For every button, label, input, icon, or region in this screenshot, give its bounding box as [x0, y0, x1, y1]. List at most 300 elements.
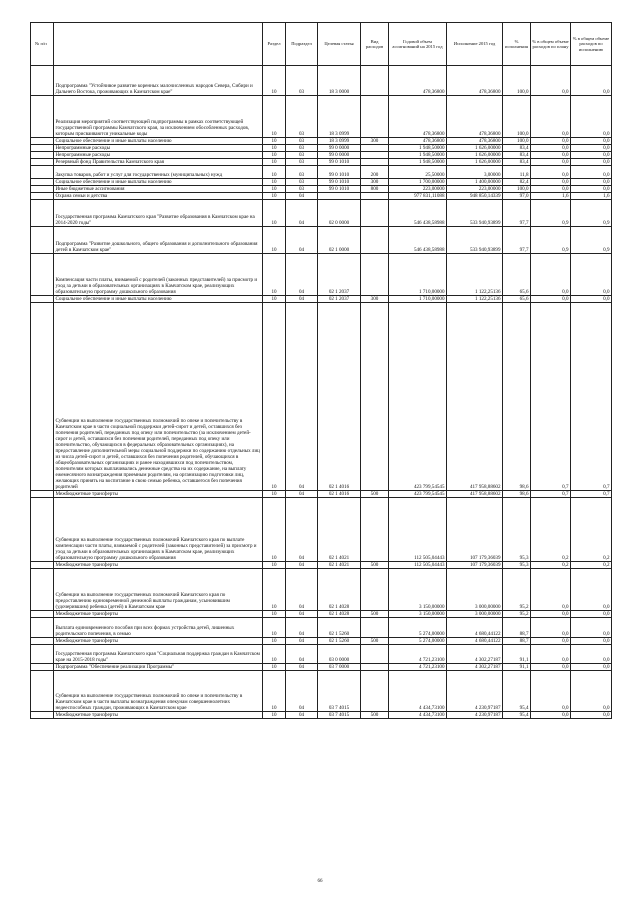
row-fact-cell: 417 958,88602: [447, 491, 503, 498]
table-row: [31, 159, 612, 166]
row-share-fact-cell: 0,0: [571, 664, 612, 671]
row-pct-cell: 97,7: [503, 227, 531, 254]
row-podrazdel-cell: 03: [286, 179, 318, 186]
row-pct-cell: 97,7: [503, 200, 531, 227]
row-razdel-cell: 10: [263, 296, 286, 303]
row-vr-cell: [361, 66, 389, 96]
header-vr: Вид расходов: [361, 23, 389, 66]
row-share-fact-cell: 0,0: [571, 138, 612, 145]
row-num-cell: [31, 645, 54, 664]
row-csr-cell: 02 1 4028: [318, 611, 361, 618]
row-csr-cell: 02 1 4028: [318, 569, 361, 611]
row-num-cell: [31, 671, 54, 712]
row-share-plan-cell: 0,0: [531, 186, 571, 193]
row-share-fact-cell: 0,0: [571, 145, 612, 152]
row-share-fact-cell: 0,0: [571, 166, 612, 179]
page-number: 66: [317, 879, 323, 884]
header-name: [54, 23, 263, 66]
row-share-fact-cell: 1,6: [571, 193, 612, 200]
table-row: [31, 611, 612, 618]
row-name-cell: Непрограммные расходы: [54, 145, 263, 152]
row-fact-cell: 107 179,36039: [447, 562, 503, 569]
row-razdel-cell: 10: [263, 569, 286, 611]
row-name-cell: Социальное обеспечение и иные выплаты населению: [54, 138, 263, 145]
header-pct: % исполнения: [503, 23, 531, 66]
row-name-cell: Непрограммные расходы: [54, 152, 263, 159]
row-share-plan-cell: 0,0: [531, 96, 571, 138]
row-fact-cell: 948 850,14339: [447, 193, 503, 200]
row-name-cell: Иные бюджетные ассигнования: [54, 186, 263, 193]
row-num-cell: [31, 193, 54, 200]
row-num-cell: [31, 227, 54, 254]
row-csr-cell: 99 0 1010: [318, 179, 361, 186]
row-num-cell: [31, 618, 54, 638]
row-csr-cell: 18 3 0000: [318, 66, 361, 96]
table-row: [31, 145, 612, 152]
table-row: [31, 296, 612, 303]
header-csr: Целевая статья: [318, 23, 361, 66]
budget-table: [30, 22, 612, 719]
row-pct-cell: 83,4: [503, 152, 531, 159]
row-name-cell: Социальное обеспечение и иные выплаты населению: [54, 179, 263, 186]
row-pct-cell: 65,6: [503, 254, 531, 296]
row-csr-cell: 02 1 0000: [318, 227, 361, 254]
row-name-cell: Межбюджетные трансферты: [54, 611, 263, 618]
row-podrazdel-cell: 04: [286, 562, 318, 569]
row-num-cell: [31, 200, 54, 227]
row-fact-cell: 478,36800: [447, 66, 503, 96]
table-row: [31, 186, 612, 193]
row-fact-cell: 4 680,44122: [447, 638, 503, 645]
row-name-cell: Закупка товаров, работ и услуг для государственных (муниципальных) нужд: [54, 166, 263, 179]
table-row: [31, 562, 612, 569]
table-header-row: [31, 23, 612, 66]
row-pct-cell: 91,1: [503, 664, 531, 671]
row-vr-cell: [361, 200, 389, 227]
row-pct-cell: 95,3: [503, 498, 531, 562]
row-vr-cell: 500: [361, 562, 389, 569]
row-pct-cell: 100,0: [503, 186, 531, 193]
row-share-fact-cell: 0,0: [571, 159, 612, 166]
header-fact: Исполнение 2015 год: [447, 23, 503, 66]
row-razdel-cell: 10: [263, 562, 286, 569]
row-num-cell: [31, 138, 54, 145]
row-plan-cell: 3 150,00000: [389, 569, 447, 611]
row-pct-cell: 100,0: [503, 96, 531, 138]
row-razdel-cell: 10: [263, 638, 286, 645]
row-vr-cell: [361, 145, 389, 152]
row-name-cell: Выплата единовременного пособия при всех формах устройства детей, лишенных родительского попечения, в семью: [54, 618, 263, 638]
row-plan-cell: 1 710,00000: [389, 254, 447, 296]
row-share-plan-cell: 0,0: [531, 712, 571, 719]
row-share-fact-cell: 0,0: [571, 152, 612, 159]
row-share-fact-cell: 0,0: [571, 179, 612, 186]
table-row: [31, 200, 612, 227]
table-row: [31, 166, 612, 179]
row-num-cell: [31, 186, 54, 193]
row-csr-cell: 02 1 4016: [318, 303, 361, 491]
row-pct-cell: 95,4: [503, 712, 531, 719]
row-razdel-cell: 10: [263, 618, 286, 638]
row-share-plan-cell: 0,0: [531, 671, 571, 712]
table-row: [31, 491, 612, 498]
row-razdel-cell: 10: [263, 159, 286, 166]
row-vr-cell: [361, 618, 389, 638]
row-plan-cell: 423 799,54545: [389, 491, 447, 498]
row-share-fact-cell: 0,0: [571, 296, 612, 303]
table-row: [31, 712, 612, 719]
row-pct-cell: 98,6: [503, 491, 531, 498]
row-share-fact-cell: 0,7: [571, 491, 612, 498]
row-podrazdel-cell: 04: [286, 303, 318, 491]
table-body: [31, 66, 612, 719]
row-fact-cell: 4 302,27187: [447, 664, 503, 671]
row-fact-cell: 1 122,25136: [447, 296, 503, 303]
row-share-plan-cell: 0,0: [531, 296, 571, 303]
row-share-plan-cell: 0,0: [531, 159, 571, 166]
row-csr-cell: 02 1 2037: [318, 296, 361, 303]
header-plan: Годовой объем ассигнований на 2015 год: [389, 23, 447, 66]
row-vr-cell: [361, 96, 389, 138]
table-row: [31, 254, 612, 296]
row-name-cell: Реализация мероприятий соответствующей подпрограммы в рамках соответствующей государственной программы Камчатского края, за исключением обособленных расходов, которым присваиваются уникальные коды: [54, 96, 263, 138]
row-vr-cell: [361, 193, 389, 200]
row-name-cell: Субвенции на выполнение государственных полномочий по опеке и попечительству в Камчатском крае в части выплаты вознаграждения опекунам совершеннолетних недееспособных граждан, проживающих в Камчатском крае: [54, 671, 263, 712]
row-csr-cell: 03 7 4015: [318, 671, 361, 712]
table-row: [31, 618, 612, 638]
row-share-plan-cell: 0,0: [531, 145, 571, 152]
row-podrazdel-cell: 03: [286, 166, 318, 179]
row-name-cell: Межбюджетные трансферты: [54, 712, 263, 719]
row-name-cell: Субвенции на выполнение государственных полномочий Камчатского края по предоставлению единовременной денежной выплаты гражданам, усыновившим (удочерившим) ребенка (детей) в Камчатском крае: [54, 569, 263, 611]
row-razdel-cell: 10: [263, 186, 286, 193]
row-plan-cell: 4 434,73100: [389, 671, 447, 712]
row-podrazdel-cell: 04: [286, 638, 318, 645]
header-razdel: Раздел: [263, 23, 286, 66]
table-row: [31, 179, 612, 186]
row-pct-cell: 98,6: [503, 303, 531, 491]
table-row: [31, 303, 612, 491]
row-csr-cell: 18 3 0999: [318, 138, 361, 145]
row-vr-cell: 300: [361, 138, 389, 145]
row-razdel-cell: 10: [263, 66, 286, 96]
row-vr-cell: 500: [361, 712, 389, 719]
row-pct-cell: 88,7: [503, 638, 531, 645]
row-razdel-cell: 10: [263, 166, 286, 179]
row-share-plan-cell: 0,2: [531, 498, 571, 562]
row-vr-cell: [361, 645, 389, 664]
row-razdel-cell: 10: [263, 664, 286, 671]
table-row: [31, 227, 612, 254]
row-name-cell: Социальное обеспечение и иные выплаты населению: [54, 296, 263, 303]
row-share-plan-cell: 0,7: [531, 303, 571, 491]
row-share-fact-cell: 0,7: [571, 303, 612, 491]
row-pct-cell: 95,3: [503, 562, 531, 569]
row-podrazdel-cell: 03: [286, 138, 318, 145]
row-num-cell: [31, 712, 54, 719]
row-num-cell: [31, 179, 54, 186]
row-share-plan-cell: 0,0: [531, 138, 571, 145]
row-num-cell: [31, 159, 54, 166]
row-plan-cell: 4 721,23100: [389, 645, 447, 664]
row-csr-cell: 99 0 1010: [318, 186, 361, 193]
row-share-fact-cell: 0,0: [571, 671, 612, 712]
row-fact-cell: 533 940,93899: [447, 227, 503, 254]
row-share-plan-cell: 0,0: [531, 638, 571, 645]
row-csr-cell: 03 0 0000: [318, 645, 361, 664]
row-num-cell: [31, 254, 54, 296]
row-podrazdel-cell: 04: [286, 671, 318, 712]
row-num-cell: [31, 664, 54, 671]
row-pct-cell: 91,1: [503, 645, 531, 664]
row-podrazdel-cell: 03: [286, 145, 318, 152]
row-plan-cell: 223,00000: [389, 186, 447, 193]
row-fact-cell: 1 626,00000: [447, 159, 503, 166]
row-share-plan-cell: 1,6: [531, 193, 571, 200]
table-row: [31, 138, 612, 145]
row-share-fact-cell: 0,2: [571, 498, 612, 562]
row-vr-cell: [361, 671, 389, 712]
row-razdel-cell: 10: [263, 193, 286, 200]
row-csr-cell: 02 1 2037: [318, 254, 361, 296]
row-podrazdel-cell: 03: [286, 186, 318, 193]
row-fact-cell: 478,36800: [447, 96, 503, 138]
row-vr-cell: [361, 569, 389, 611]
row-share-plan-cell: 0,0: [531, 179, 571, 186]
row-razdel-cell: 10: [263, 145, 286, 152]
row-csr-cell: 02 0 0000: [318, 200, 361, 227]
row-num-cell: [31, 498, 54, 562]
row-share-fact-cell: 0,0: [571, 712, 612, 719]
row-fact-cell: 1 400,00000: [447, 179, 503, 186]
row-pct-cell: 100,0: [503, 138, 531, 145]
row-vr-cell: [361, 152, 389, 159]
row-plan-cell: 5 274,00000: [389, 618, 447, 638]
row-plan-cell: 25,50000: [389, 166, 447, 179]
row-share-plan-cell: 0,0: [531, 166, 571, 179]
row-fact-cell: 1 626,00000: [447, 152, 503, 159]
row-razdel-cell: 10: [263, 152, 286, 159]
row-pct-cell: 88,7: [503, 618, 531, 638]
row-num-cell: [31, 296, 54, 303]
row-name-cell: Субвенции на выполнение государственных полномочий по опеке и попечительству в Камчатском крае в части социальной поддержки детей-сирот и детей, оставшихся без попечения родителей, переданных под опеку или попечительство (за исключением детей-сирот и детей, оставшихся без попечения родителей, переданных под опеку или попечительство, обучающихся в федеральных образовательных организациях), на предоставление дополнительной меры социальной поддержки по содержанию отдельных лиц из числа детей-сирот и детей, оставшихся без попечения родителей, обучающихся в общеобразовательных организациях и ранее находившихся под попечительством, попечителям которых выплачивались денежные средства на их содержание, на выплату ежемесячного вознаграждения приемным родителям, на организацию подготовки лиц, желающих принять на воспитание в свою семью ребенка, оставшегося без попечения родителей: [54, 303, 263, 491]
header-podrazdel: Подраздел: [286, 23, 318, 66]
row-pct-cell: 95,4: [503, 671, 531, 712]
row-vr-cell: 800: [361, 186, 389, 193]
row-share-fact-cell: 0,0: [571, 611, 612, 618]
row-csr-cell: [318, 193, 361, 200]
row-share-fact-cell: 0,9: [571, 200, 612, 227]
row-share-fact-cell: 0,9: [571, 227, 612, 254]
row-share-fact-cell: 0,0: [571, 186, 612, 193]
row-share-plan-cell: 0,7: [531, 491, 571, 498]
row-share-fact-cell: 0,0: [571, 569, 612, 611]
row-share-plan-cell: 0,9: [531, 200, 571, 227]
table-row: [31, 96, 612, 138]
row-share-plan-cell: 0,0: [531, 152, 571, 159]
table-row: [31, 569, 612, 611]
row-fact-cell: 3 000,00000: [447, 569, 503, 611]
row-pct-cell: 65,6: [503, 296, 531, 303]
row-name-cell: Резервный фонд Правительства Камчатского края: [54, 159, 263, 166]
row-plan-cell: 1 710,00000: [389, 296, 447, 303]
row-plan-cell: 1 948,50000: [389, 145, 447, 152]
row-csr-cell: 18 3 0999: [318, 96, 361, 138]
row-podrazdel-cell: 04: [286, 193, 318, 200]
row-pct-cell: 97,0: [503, 193, 531, 200]
row-razdel-cell: 10: [263, 138, 286, 145]
row-razdel-cell: 10: [263, 303, 286, 491]
row-share-plan-cell: 0,0: [531, 254, 571, 296]
row-csr-cell: 02 1 5260: [318, 618, 361, 638]
row-pct-cell: 11,8: [503, 166, 531, 179]
row-fact-cell: 1 626,00000: [447, 145, 503, 152]
row-pct-cell: 95,2: [503, 569, 531, 611]
row-name-cell: Подпрограмма "Устойчивое развитие коренных малочисленных народов Севера, Сибири и Дальнего Востока, проживающих в Камчатском крае": [54, 66, 263, 96]
row-plan-cell: 5 274,00000: [389, 638, 447, 645]
row-podrazdel-cell: 03: [286, 96, 318, 138]
row-razdel-cell: 10: [263, 611, 286, 618]
row-plan-cell: 4 434,73100: [389, 712, 447, 719]
row-plan-cell: 546 438,58988: [389, 200, 447, 227]
row-plan-cell: 1 700,00000: [389, 179, 447, 186]
row-plan-cell: 3 150,00000: [389, 611, 447, 618]
row-share-fact-cell: 0,0: [571, 645, 612, 664]
row-num-cell: [31, 145, 54, 152]
row-podrazdel-cell: 03: [286, 152, 318, 159]
row-csr-cell: 99 0 0000: [318, 145, 361, 152]
row-podrazdel-cell: 03: [286, 66, 318, 96]
row-share-fact-cell: 0,0: [571, 638, 612, 645]
row-num-cell: [31, 96, 54, 138]
row-razdel-cell: 10: [263, 491, 286, 498]
row-podrazdel-cell: 04: [286, 296, 318, 303]
table-row: [31, 66, 612, 96]
row-podrazdel-cell: 04: [286, 664, 318, 671]
row-plan-cell: 977 831,11088: [389, 193, 447, 200]
row-pct-cell: 100,0: [503, 66, 531, 96]
row-razdel-cell: 10: [263, 96, 286, 138]
row-plan-cell: 423 799,54545: [389, 303, 447, 491]
row-vr-cell: 500: [361, 638, 389, 645]
row-name-cell: Субвенции на выполнение государственных полномочий Камчатского края по выплате компенсации части платы, взимаемой с родителей (законных представителей) за присмотр и уход за детьми в образовательных организациях в Камчатском крае, реализующих образовательную программу дошкольного образования: [54, 498, 263, 562]
row-share-plan-cell: 0,0: [531, 611, 571, 618]
row-podrazdel-cell: 04: [286, 200, 318, 227]
row-vr-cell: 300: [361, 296, 389, 303]
row-share-fact-cell: 0,0: [571, 618, 612, 638]
row-num-cell: [31, 152, 54, 159]
row-share-fact-cell: 0,0: [571, 254, 612, 296]
row-csr-cell: 99 0 1010: [318, 159, 361, 166]
row-razdel-cell: 10: [263, 254, 286, 296]
row-plan-cell: 478,36800: [389, 138, 447, 145]
row-share-plan-cell: 0,2: [531, 562, 571, 569]
row-share-plan-cell: 0,0: [531, 645, 571, 664]
row-razdel-cell: 10: [263, 645, 286, 664]
row-fact-cell: 223,00000: [447, 186, 503, 193]
row-num-cell: [31, 303, 54, 491]
table-row: [31, 152, 612, 159]
row-podrazdel-cell: 04: [286, 611, 318, 618]
row-vr-cell: 200: [361, 166, 389, 179]
row-name-cell: Подпрограмма "Обеспечение реализации Программы": [54, 664, 263, 671]
row-vr-cell: [361, 254, 389, 296]
table-row: [31, 498, 612, 562]
table-row: [31, 638, 612, 645]
row-fact-cell: 4 680,44122: [447, 618, 503, 638]
row-share-plan-cell: 0,0: [531, 66, 571, 96]
row-razdel-cell: 10: [263, 200, 286, 227]
row-name-cell: Государственная программа Камчатского края "Развитие образования в Камчатском крае на 2014-2020 годы": [54, 200, 263, 227]
row-plan-cell: 4 721,23100: [389, 664, 447, 671]
row-vr-cell: 300: [361, 179, 389, 186]
row-vr-cell: [361, 159, 389, 166]
row-share-fact-cell: 0,0: [571, 66, 612, 96]
row-csr-cell: 03 7 4015: [318, 712, 361, 719]
row-podrazdel-cell: 04: [286, 569, 318, 611]
header-share-fact: % в общем объеме расходов по исполнению: [571, 23, 612, 66]
row-razdel-cell: 10: [263, 712, 286, 719]
row-vr-cell: [361, 664, 389, 671]
row-pct-cell: 95,2: [503, 611, 531, 618]
row-share-plan-cell: 0,9: [531, 227, 571, 254]
row-podrazdel-cell: 03: [286, 159, 318, 166]
row-fact-cell: 4 230,97187: [447, 712, 503, 719]
row-razdel-cell: 10: [263, 179, 286, 186]
row-csr-cell: 02 1 4021: [318, 498, 361, 562]
row-name-cell: Государственная программа Камчатского края "Социальная поддержка граждан в Камчатском крае на 2015-2018 годы": [54, 645, 263, 664]
row-num-cell: [31, 569, 54, 611]
row-csr-cell: 02 1 5260: [318, 638, 361, 645]
row-num-cell: [31, 611, 54, 618]
row-plan-cell: 478,36800: [389, 66, 447, 96]
row-num-cell: [31, 166, 54, 179]
row-share-plan-cell: 0,0: [531, 569, 571, 611]
row-razdel-cell: 10: [263, 498, 286, 562]
row-podrazdel-cell: 04: [286, 498, 318, 562]
row-name-cell: Компенсация части платы, взимаемой с родителей (законных представителей) за присмотр и уход за детьми в образовательных организациях в Камчатском крае, реализующих образовательную программу дошкольного образования: [54, 254, 263, 296]
row-podrazdel-cell: 04: [286, 712, 318, 719]
table-row: [31, 193, 612, 200]
row-vr-cell: 500: [361, 611, 389, 618]
row-csr-cell: 02 1 4021: [318, 562, 361, 569]
row-pct-cell: 82,4: [503, 179, 531, 186]
row-name-cell: Межбюджетные трансферты: [54, 491, 263, 498]
row-podrazdel-cell: 04: [286, 491, 318, 498]
row-vr-cell: [361, 227, 389, 254]
row-fact-cell: 107 179,36039: [447, 498, 503, 562]
row-fact-cell: 1 122,25136: [447, 254, 503, 296]
row-num-cell: [31, 491, 54, 498]
row-name-cell: Подпрограмма "Развитие дошкольного, общего образования и дополнительного образования детей в Камчатском крае": [54, 227, 263, 254]
row-plan-cell: 1 948,50000: [389, 152, 447, 159]
row-share-fact-cell: 0,2: [571, 562, 612, 569]
row-num-cell: [31, 66, 54, 96]
row-vr-cell: 500: [361, 491, 389, 498]
row-razdel-cell: 10: [263, 227, 286, 254]
row-plan-cell: 1 948,50000: [389, 159, 447, 166]
row-podrazdel-cell: 04: [286, 645, 318, 664]
table-row: [31, 645, 612, 664]
row-fact-cell: 4 302,27187: [447, 645, 503, 664]
row-num-cell: [31, 638, 54, 645]
row-csr-cell: 99 0 1010: [318, 166, 361, 179]
row-fact-cell: 4 230,97187: [447, 671, 503, 712]
row-fact-cell: 533 940,93899: [447, 200, 503, 227]
row-pct-cell: 83,4: [503, 159, 531, 166]
row-podrazdel-cell: 04: [286, 254, 318, 296]
row-share-fact-cell: 0,0: [571, 96, 612, 138]
